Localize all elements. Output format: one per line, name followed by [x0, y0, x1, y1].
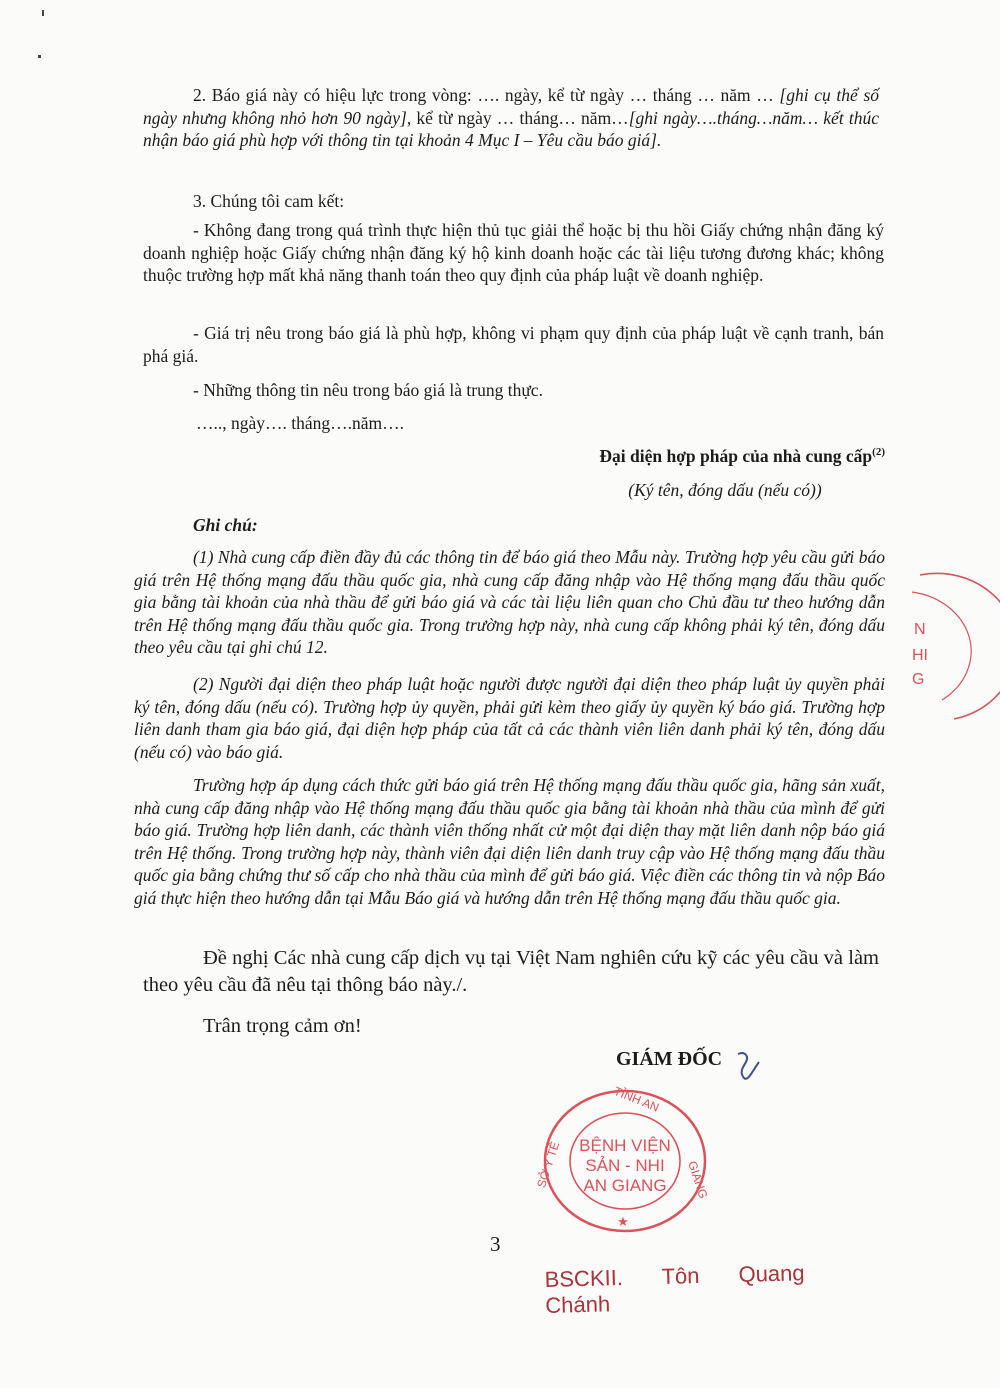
stamp-ring-top: TỈNH AN	[611, 1083, 662, 1115]
closing-line: Trân trọng cảm ơn!	[203, 1015, 362, 1037]
scan-mark	[42, 10, 44, 16]
representative-title: Đại diện hợp pháp của nhà cung cấp$^{(2)}$	[599, 446, 885, 466]
stamp-line-3: AN GIANG	[583, 1176, 667, 1195]
signatory-position: GIÁM ĐỐC	[616, 1048, 723, 1070]
note-paragraph: (2) Người đại diện theo pháp luật hoặc người được người đại diện theo pháp luật ủy quyền phải ký tên, đóng dấu (nếu có). Trường hợp ủy quyền, phải gửi kèm theo giấy ủy quyền ký báo giá. Trường hợp liên danh tham gia báo giá, đại diện hợp pháp của tất cả các thành viên liên danh phải ký tên, đóng dấu (nếu có) vào báo giá.	[134, 674, 885, 762]
star-icon: ★	[617, 1214, 629, 1229]
edge-stamp-char: N	[914, 621, 926, 638]
edge-stamp-char: G	[912, 671, 925, 688]
notes-heading: Ghi chú:	[193, 515, 258, 535]
validity-mid: , kể từ ngày … tháng… năm…	[406, 107, 629, 128]
edge-stamp-char: HI	[912, 647, 928, 664]
commitment-item: - Giá trị nêu trong báo giá là phù hợp, không vi phạm quy định của pháp luật về cạnh tranh, bán phá giá.	[143, 323, 884, 366]
stamp-ring-left: SỞ Y TẾ	[534, 1139, 563, 1190]
commitment-heading: 3. Chúng tôi cam kết:	[193, 191, 345, 211]
commitment-item: - Không đang trong quá trình thực hiện thủ tục giải thể hoặc bị thu hồi Giấy chứng nhận đăng ký doanh nghiệp hoặc Giấy chứng nhận đăng ký hộ kinh doanh hoặc các tài liệu tương đương khác; không thuộc trường hợp mất khả năng thanh toán theo quy định của pháp luật về doanh nghiệp.	[143, 220, 884, 285]
footnote-mark: (2)	[872, 446, 885, 458]
sign-instruction: (Ký tên, đóng dấu (nếu có))	[628, 480, 822, 500]
edge-stamp-fragment	[900, 572, 1000, 722]
date-line: ….., ngày…. tháng….năm….	[196, 413, 405, 433]
official-stamp	[534, 1083, 711, 1236]
page-number: 3	[490, 1232, 501, 1256]
validity-date-note: [ghi ngày….tháng…năm… kết thúc nhận báo giá phù hợp với thông tin tại khoản 4 Mục I – Yêu cầu báo giá].	[143, 107, 879, 150]
signature-mark	[735, 1048, 775, 1088]
validity-lead: 2. Báo giá này có hiệu lực trong vòng: …. ngày, kể từ ngày … tháng … năm …	[193, 85, 774, 105]
stamp-ring-right: GIANG	[685, 1159, 711, 1201]
commitment-item: - Những thông tin nêu trong báo giá là trung thực.	[193, 380, 543, 400]
stamp-line-1: BỆNH VIỆN	[579, 1136, 671, 1155]
request-paragraph: Đề nghị Các nhà cung cấp dịch vụ tại Việt Nam nghiên cứu kỹ các yêu cầu và làm theo yêu cầu đã nêu tại thông báo này./.	[143, 947, 879, 996]
signatory-name: BSCKII. Tôn Quang Chánh	[544, 1260, 805, 1318]
stamp-line-2: SẢN - NHI	[585, 1156, 665, 1175]
validity-clause	[143, 84, 879, 152]
note-paragraph: (1) Nhà cung cấp điền đầy đủ các thông tin để báo giá theo Mẫu này. Trường hợp yêu cầu gửi báo giá trên Hệ thống mạng đấu thầu quốc gia, nhà cung cấp đăng nhập vào Hệ thống mạng đấu thầu quốc gia bằng tài khoản của nhà thầu để gửi báo giá và các tài liệu liên quan cho Chủ đầu tư theo hướng dẫn trên Hệ thống mạng đấu thầu quốc gia. Trong trường hợp này, nhà cung cấp không phải ký tên, đóng dấu theo yêu cầu tại ghi chú 12.	[134, 547, 885, 657]
note-paragraph: Trường hợp áp dụng cách thức gửi báo giá trên Hệ thống mạng đấu thầu quốc gia, hãng sản xuất, nhà cung cấp đăng nhập vào Hệ thống mạng đấu thầu quốc gia bằng tài khoản nhà thầu của mình để gửi báo giá. Trường hợp liên danh, các thành viên thống nhất cử một đại diện thay mặt liên danh nộp báo giá trên Hệ thống. Trong trường hợp này, thành viên đại diện liên danh truy cập vào Hệ thống mạng đấu thầu quốc gia bằng chứng thư số cấp cho nhà thầu của mình để gửi báo giá. Việc điền các thông tin và nộp Báo giá thực hiện theo hướng dẫn tại Mẫu Báo giá và hướng dẫn trên Hệ thống mạng đấu thầu quốc gia.	[134, 775, 885, 908]
scan-mark	[38, 55, 41, 58]
validity-days-note: [ghi cụ thể số ngày nhưng không nhỏ hơn 90 ngày]	[143, 85, 880, 128]
